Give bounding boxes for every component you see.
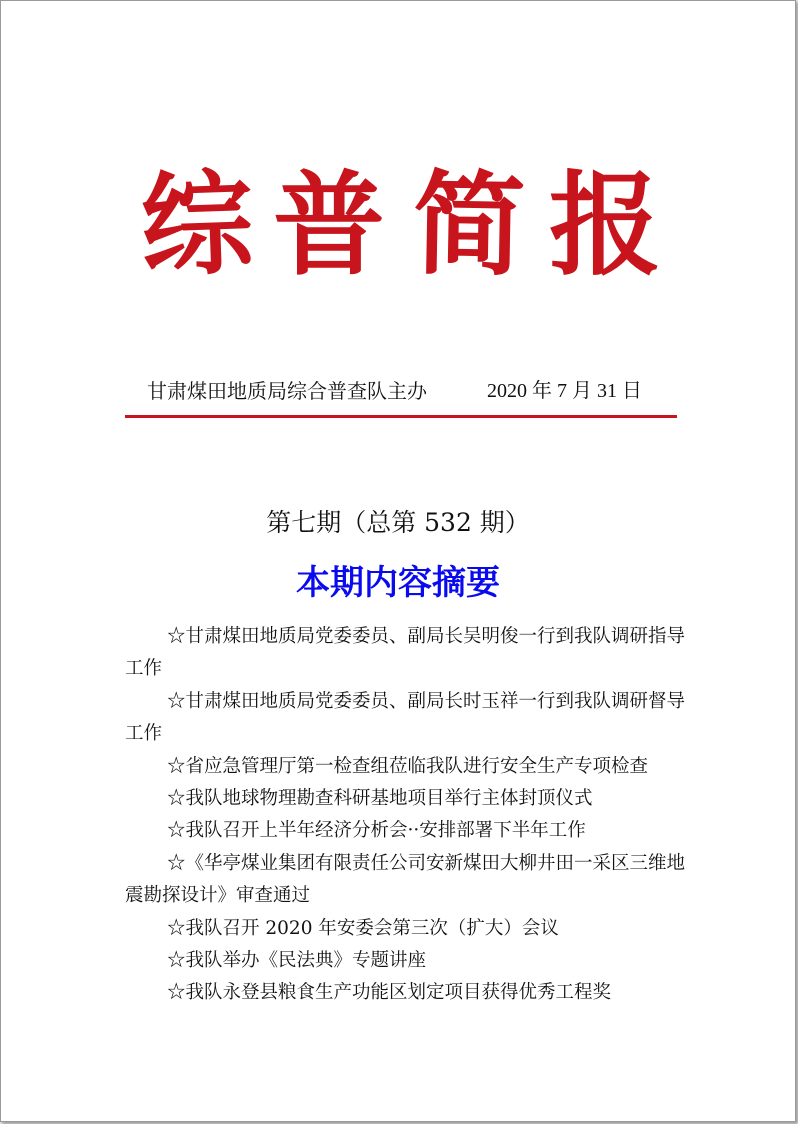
summary-item: ☆甘肃煤田地质局党委委员、副局长吴明俊一行到我队调研指导工作: [125, 626, 686, 680]
summary-item: ☆我队召开上半年经济分析会··安排部署下半年工作: [167, 820, 586, 842]
masthead-title: [1, 151, 795, 301]
masthead-char: 普: [273, 160, 385, 291]
summary-item: ☆《华亭煤业集团有限责任公司安新煤田大柳井田一采区三维地震勘探设计》审查通过: [125, 852, 686, 907]
publisher-line: [125, 373, 677, 409]
masthead-char: 简: [411, 159, 527, 292]
publish-date: 2020 年 7 月 31 日: [487, 380, 642, 402]
summary-item: ☆我队召开 2020 年安委会第三次（扩大）会议: [167, 917, 559, 939]
summary-list: [125, 621, 685, 1010]
issue-number: 第七期（总第 532 期）: [266, 508, 530, 537]
masthead-char: 报: [549, 160, 661, 291]
organizer-name: 甘肃煤田地质局综合普查队主办: [147, 379, 427, 403]
summary-item: ☆我队举办《民法典》专题讲座: [167, 950, 427, 972]
header-divider: [125, 415, 677, 418]
masthead-char: 综: [138, 158, 256, 293]
summary-heading: 本期内容摘要: [296, 563, 500, 603]
summary-item: ☆甘肃煤田地质局党委委员、副局长时玉祥一行到我队调研督导工作: [125, 690, 686, 745]
summary-item: ☆我队永登县粮食生产功能区划定项目获得优秀工程奖: [167, 982, 612, 1004]
summary-item: ☆省应急管理厅第一检查组莅临我队进行安全生产专项检查: [167, 755, 649, 777]
summary-item: ☆我队地球物理勘查科研基地项目举行主体封顶仪式: [167, 788, 593, 810]
